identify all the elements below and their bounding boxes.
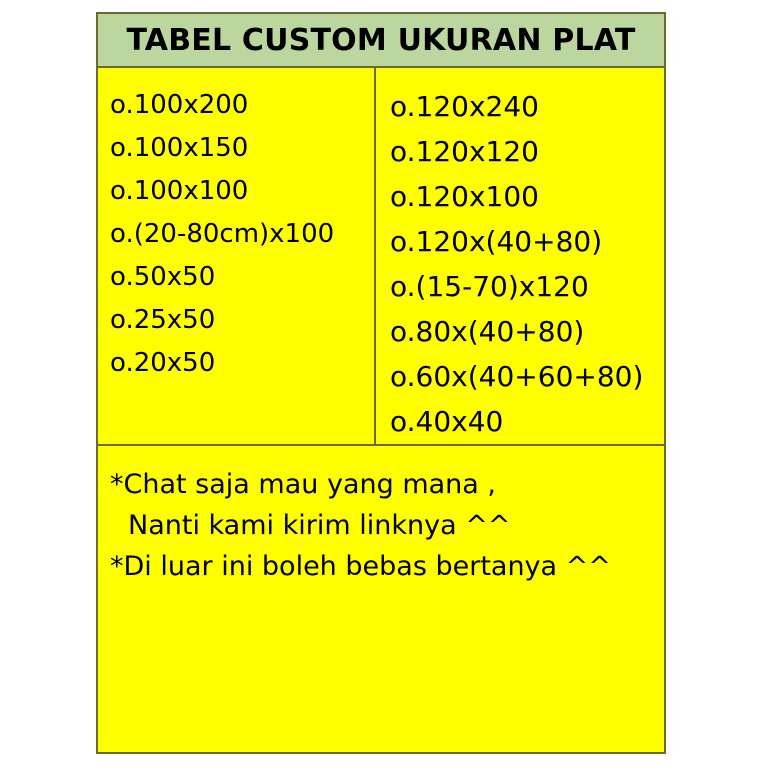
page-title: TABEL CUSTOM UKURAN PLAT bbox=[126, 22, 636, 58]
list-item: o.120x100 bbox=[390, 180, 539, 213]
list-item: o.20x50 bbox=[110, 348, 216, 378]
list-item: o.60x(40+60+80) bbox=[390, 360, 644, 393]
list-item: o.25x50 bbox=[110, 305, 216, 335]
notes-section bbox=[98, 446, 664, 587]
list-item: o.(15-70)x120 bbox=[390, 270, 589, 303]
price-table-card bbox=[96, 12, 666, 754]
note-line: *Chat saja mau yang mana , bbox=[110, 469, 496, 500]
list-item: o.120x240 bbox=[390, 90, 539, 123]
size-list-left bbox=[98, 68, 376, 444]
list-item: o.120x(40+80) bbox=[390, 225, 603, 258]
size-list-columns bbox=[98, 68, 664, 446]
list-item: o.(20-80cm)x100 bbox=[110, 219, 335, 249]
card-title-bar bbox=[98, 14, 664, 68]
note-line: Nanti kami kirim linknya ^^ bbox=[128, 510, 511, 541]
size-list-right bbox=[376, 68, 664, 444]
list-item: o.100x100 bbox=[110, 176, 249, 206]
list-item: o.120x120 bbox=[390, 135, 539, 168]
list-item: o.100x200 bbox=[110, 90, 249, 120]
list-item: o.80x(40+80) bbox=[390, 315, 585, 348]
list-item: o.50x50 bbox=[110, 262, 216, 292]
list-item: o.40x40 bbox=[390, 405, 504, 438]
note-line: *Di luar ini boleh bebas bertanya ^^ bbox=[110, 551, 611, 582]
list-item: o.100x150 bbox=[110, 133, 249, 163]
